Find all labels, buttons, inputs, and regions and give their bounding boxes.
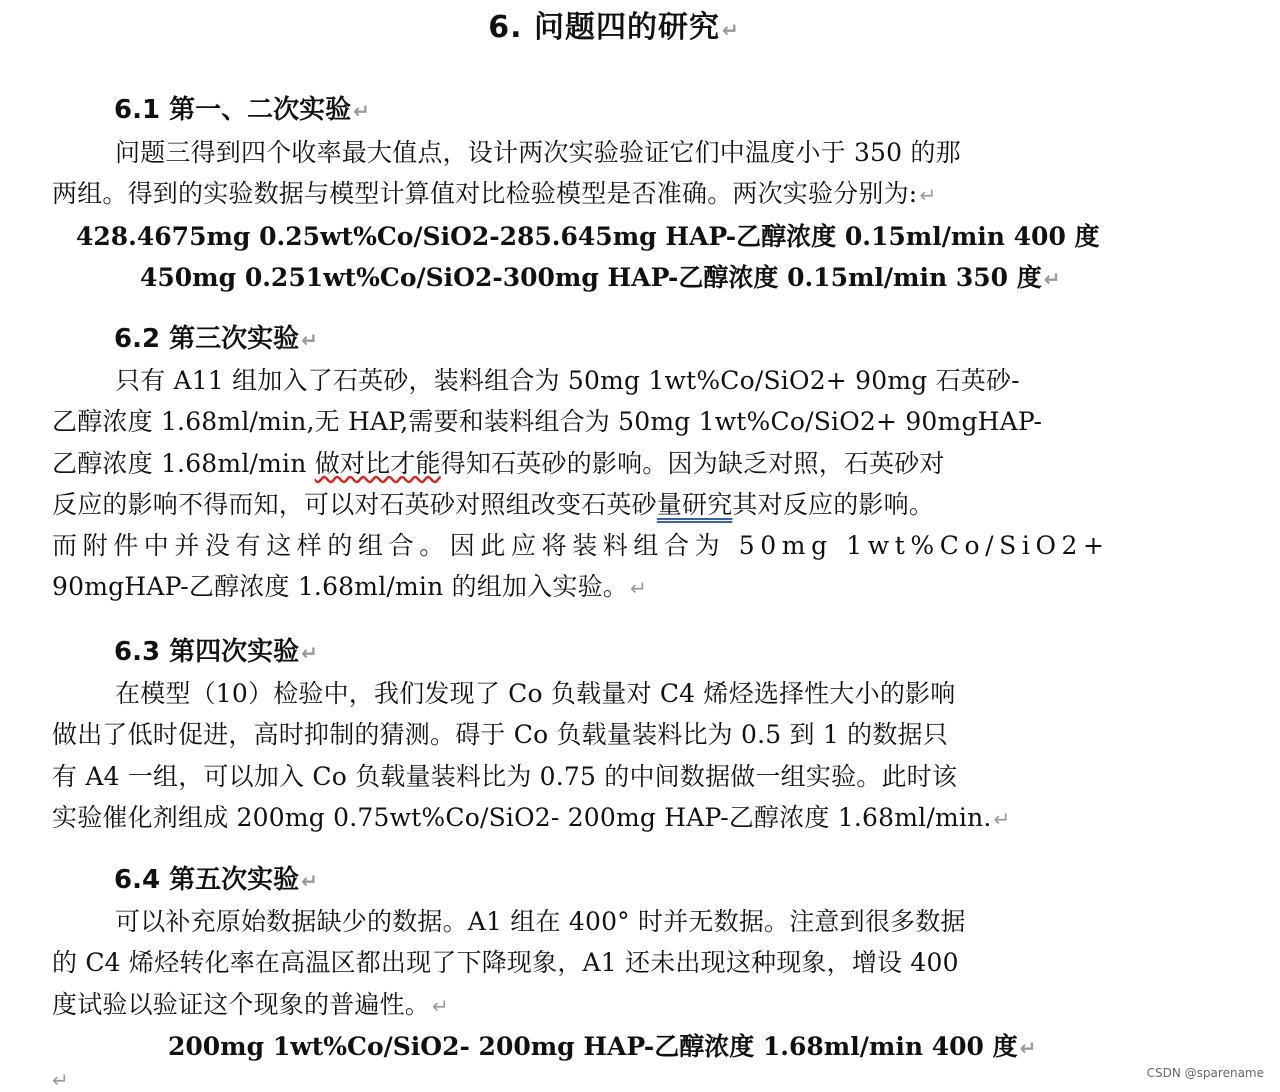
paragraph-line: 可以补充原始数据缺少的数据。A1 组在 400° 时并无数据。注意到很多数据 xyxy=(115,907,966,936)
watermark: CSDN @sparename xyxy=(1146,1066,1264,1080)
section-6-2-paragraph xyxy=(52,360,1162,610)
paragraph-mark: ↵ xyxy=(52,1068,69,1092)
paragraph-line: 度试验以验证这个现象的普遍性。 ↵ xyxy=(52,989,449,1019)
paragraph-line: 实验催化剂组成 200mg 0.75wt%Co/SiO2- 200mg HAP-乙醇浓度 1.68ml/min. ↵ xyxy=(52,802,1011,832)
page-title: 6. 问题四的研究 ↵ xyxy=(488,10,740,45)
paragraph-line: 而附件中并没有这样的组合。因此应将装料组合为 50mg 1wt%Co/SiO2+ xyxy=(52,531,1110,561)
paragraph-line: 做出了低时促进，高时抑制的猜测。碍于 Co 负载量装料比为 0.5 到 1 的数据只 xyxy=(52,720,948,750)
paragraph-line: 两组。得到的实验数据与模型计算值对比检验模型是否准确。两次实验分别为: ↵ xyxy=(52,179,937,209)
section-6-1-paragraph xyxy=(52,132,1158,217)
paragraph-line: 问题三得到四个收率最大值点，设计两次实验验证它们中温度小于 350 的那 xyxy=(115,138,961,167)
recipe-line-2: 450mg 0.251wt%Co/SiO2-300mg HAP-乙醇浓度 0.15ml/min 350 度 ↵ xyxy=(140,263,1061,292)
paragraph-line: 只有 A11 组加入了石英砂，装料组合为 50mg 1wt%Co/SiO2+ 90mg 石英砂- xyxy=(115,366,1020,395)
paragraph-line: 乙醇浓度 1.68ml/min 做对比才能得知石英砂的影响。因为缺乏对照，石英砂对 xyxy=(52,448,945,478)
section-heading-6-4: 6.4 第五次实验 ↵ xyxy=(114,865,318,895)
recipe-line-3: 200mg 1wt%Co/SiO2- 200mg HAP-乙醇浓度 1.68ml/min 400 度 ↵ xyxy=(168,1032,1037,1061)
section-6-4-paragraph xyxy=(52,901,1158,1027)
section-heading-6-1: 6.1 第一、二次实验 ↵ xyxy=(114,95,370,125)
section-heading-6-2: 6.2 第三次实验 ↵ xyxy=(114,324,318,354)
recipe-line-1: 428.4675mg 0.25wt%Co/SiO2-285.645mg HAP-乙醇浓度 0.15ml/min 400 度 xyxy=(76,222,1100,251)
paragraph-line: 的 C4 烯烃转化率在高温区都出现了下降现象，A1 还未出现这种现象，增设 400 xyxy=(52,948,959,978)
paragraph-line: 在模型（10）检验中，我们发现了 Co 负载量对 C4 烯烃选择性大小的影响 xyxy=(115,679,956,708)
underlined-phrase: 做对比才能 xyxy=(314,448,441,478)
underlined-phrase: 量研究 xyxy=(656,489,733,519)
paragraph-line: 反应的影响不得而知，可以对石英砂对照组改变石英砂量研究其对反应的影响。 xyxy=(52,489,935,519)
paragraph-line: 90mgHAP-乙醇浓度 1.68ml/min 的组加入实验。 ↵ xyxy=(52,572,647,602)
paragraph-line: 乙醇浓度 1.68ml/min,无 HAP,需要和装料组合为 50mg 1wt%Co/SiO2+ 90mgHAP- xyxy=(52,407,1043,437)
section-heading-6-3: 6.3 第四次实验 ↵ xyxy=(114,637,318,667)
paragraph-line: 有 A4 一组，可以加入 Co 负载量装料比为 0.75 的中间数据做一组实验。此时该 xyxy=(52,761,958,791)
section-6-3-paragraph xyxy=(52,673,1158,840)
